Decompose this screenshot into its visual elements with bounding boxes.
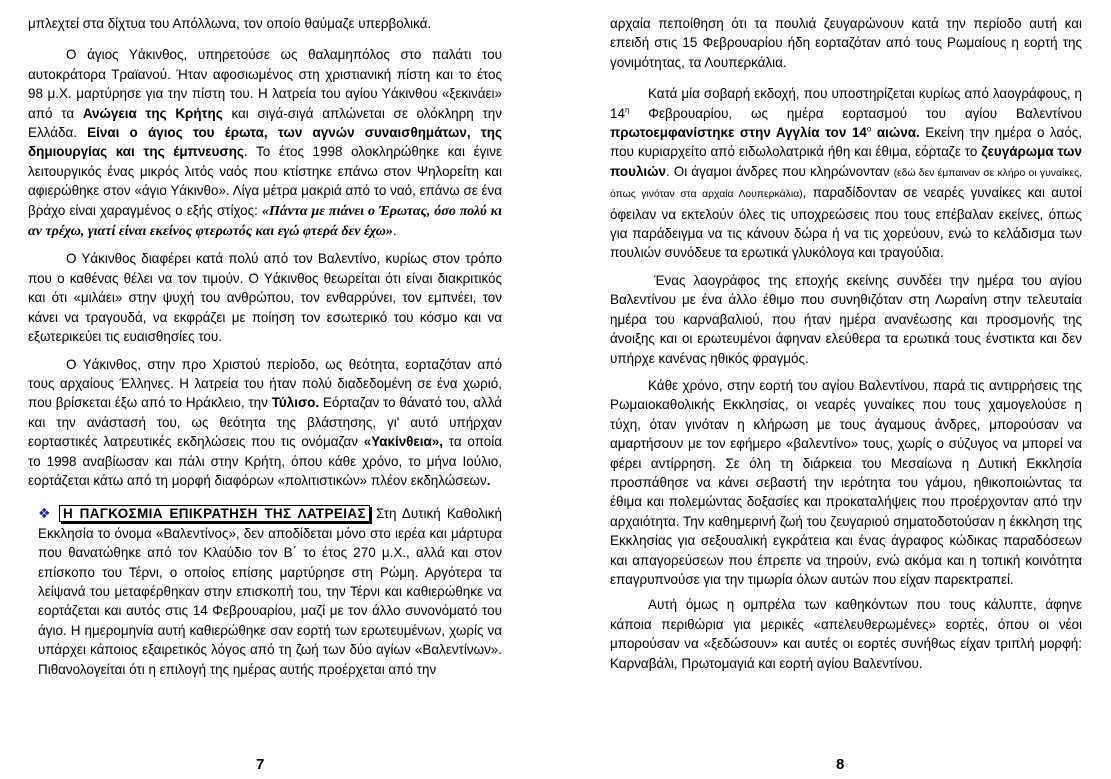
section-heading: Η ΠΑΓΚΟΣΜΙΑ ΕΠΙΚΡΑΤΗΣΗ ΤΗΣ ΛΑΤΡΕΙΑΣ	[59, 505, 370, 522]
page-number: 7	[256, 756, 265, 773]
paragraph: Αυτή όμως η ομπρέλα των καθηκόντων που τους κάλυπτε, άφηνε κάποια περιθώρια για μερικές «απελευθερωμένες» εορτές, όπου οι νέοι μπορούσαν να «ξεδώσουν» και αυτές οι εορτές συνήθως είχαν τριπλή μορφή: Καρναβάλι, Πρωτομαγιά και εορτή αγίου Βαλεντίνου.	[610, 597, 1082, 671]
paragraph: Ένας λαογράφος της εποχής εκείνης συνδέει την ημέρα του αγίου Βαλεντίνου με ένα άλλο έθιμο που συνηθιζόταν στη Λωραίνη στην τελευταία ημέρα του καρναβαλιού, που ήταν ημέρα ανανέωσης και προσμονής της άνοιξης και οι ερωτευμένοι άφηναν ελεύθερα τα ερωτικά τους ένστικτα και δεν υπήρχε κανένας ηθικός φραγμός.	[610, 272, 1082, 366]
inscription-quote: «Πάντα με πιάνει ο Έρωτας, όσο πολύ κι αν τρέχω, γιατί είναι εκείνος φτερωτός και εγώ φτερά δεν έχω»	[28, 203, 502, 240]
paragraph: Ο Υάκινθος διαφέρει κατά πολύ από τον Βαλεντίνο, κυρίως στον τρόπο που ο καθένας θέλει να τον τιμούν. Ο Υάκινθος θεωρείται ότι είναι διακριτικός και ότι «μιλάει» στην ψυχή του ανθρώπου, τον ενθαρρύνει, τον εμπνέει, τον κάνει να τραγουδά, να εκφράζει με ποίηση τον εσωτερικό του κόσμο και να εξωτερικεύει τις ευαισθησίες του.	[28, 251, 502, 345]
section-paragraph: ❖ Η ΠΑΓΚΟΣΜΙΑ ΕΠΙΚΡΑΤΗΣΗ ΤΗΣ ΛΑΤΡΕΙΑΣ Στη Δυτική Καθολική Εκκλησία το όνομα «Βαλεντίνος», δεν αποδίδεται μόνο στο ιερέα και μάρτυρα που θανατώθηκε από τον Κλαύδιο τον Β΄ το έτος 270 μ.Χ., αλλά και στον επίσκοπο του Τέρνι, ο οποίος επίσης μαρτύρησε στη Ρώμη. Αργότερα τα λείψανά του μεταφέρθηκαν στην επισκοπή του, την Τέρνι και καθιερώθηκε να εορτάζεται και αυτός στις 14 Φεβρουαρίου, μαζί με τον άλλο συνονόματό του άγιο. Η ημερομηνία αυτή καθιερώθηκε σαν εορτή των ερωτευμένων, χωρίς να υπάρχει κάποιος εξαιρετικός λόγος από τη ζωή των δύο αγίων «Βαλεντίνων». Πιθανολογείται ότι η επιλογή της ημέρας αυτής προέρχεται από την	[38, 505, 502, 677]
paragraph: Ο άγιος Υάκινθος, υπηρετούσε ως θαλαμηπόλος στο παλάτι του αυτοκράτορα Τραϊανού. Ήταν αφοσιωμένος στη χριστιανική πίστη και το έτος 98 μ.Χ. μαρτύρησε για την πίστη του. Η λατρεία του αγίου Υάκινθου «ξεκινάει» από τα Ανώγεια της Κρήτης και σιγά-σιγά απλώνεται σε ολόκληρη την Ελλάδα. Είναι ο άγιος του έρωτα, των αγνών συναισθημάτων, της δημιουργίας και της έμπνευσης. Το έτος 1998 ολοκληρώθηκε και έγινε λειτουργικός ένας μικρός λιτός ναός που κτίστηκε επάνω στον Ψηλορείτη και αφιερώθηκε στον «άγιο Υάκινθο». Λίγα μέτρα μακριά από το ναό, επάνω σε ένα βράχο είναι χαραγμένος ο εξής στίχος: «Πάντα με πιάνει ο Έρωτας, όσο πολύ κι αν τρέχω, γιατί είναι εκείνος φτερωτός και εγώ φτερά δεν έχω».	[28, 47, 502, 240]
page-number: 8	[836, 756, 845, 773]
right-page	[610, 14, 1082, 679]
paragraph: Κατά μία σοβαρή εκδοχή, που υποστηρίζεται κυρίως από λαογράφους, η $14^\eta$ Φεβρουαρίου, ως ημέρα εορτασμού του αγίου Βαλεντίνου πρωτοεμφανίστηκε στην Αγγλία τον $14^o$ αιώνα. Εκείνη την ημέρα ο λαός, που κυριαρχείτο από ειδωλολατρικά ήθη και έθιμα, εόρταζε το ζευγάρωμα των πουλιών. Οι άγαμοι άνδρες που κληρώνονταν (εδώ δεν έμπαιναν σε κλήρο οι γυναίκες, όπως γινόταν στα αρχαία Λουπερκάλια), παραδίδονταν σε νεαρές γυναίκες και αυτοί όφειλαν να εκτελούν όλες τις υποχρεώσεις που τους επέβαλαν εκείνες, όπως για παράδειγμα να τις κάνουν δώρα ή να τις χορεύουν, ενώ το κελάδισμα των πουλιών συνόδευε τα ερωτικά γλυκόλογα και τραγούδια.	[610, 86, 1083, 261]
paragraph: μπλεχτεί στα δίχτυα του Απόλλωνα, τον οποίο θαύμαζε υπερβολικά.	[28, 16, 432, 31]
paragraph: Κάθε χρόνο, στην εορτή του αγίου Βαλεντίνου, παρά τις αντιρρήσεις της Ρωμαιοκαθολικής Εκκλησίας, οι νεαρές γυναίκες που τους χαμογελούσε η τύχη, όταν γινόταν η κλήρωση με τους άγαμους άνδρες, μπορούσαν να αμαρτήσουν με τον εφήμερο «βαλεντίνο» τους, χωρίς ο σύζυγος να μπορεί να φέρει αντίρρηση. Σε όλη τη διάρκεια του Μεσαίωνα η Δυτική Εκκλησία προσπάθησε να κάνει σεβαστή την ιερότητα του γάμου, ηθικοποιώντας τα έθιμα και πολεμώντας δοξασίες και προκαταλήψεις που προέρχονταν από την αρχαιότητα. Την καθημερινή ζωή του ζευγαριού σηματοδοτούσαν η έκκληση της Εκκλησίας για σεξουαλική εγκράτεια και ένας άγραφος κώδικας παραδόσεων και απαγορεύσεων που έπρεπε να τηρούν, ενώ ακόμα και η τοπική κοινότητα επαγρυπνούσε για την τιμωρία όλων αυτών που είχαν παρεκτραπεί.	[610, 377, 1082, 587]
left-page	[28, 14, 502, 685]
diamond-bullet-icon: ❖	[38, 505, 53, 522]
paragraph: Ο Υάκινθος, στην προ Χριστού περίοδο, ως θεότητα, εορταζόταν από τους αρχαίους Έλληνες. Η λατρεία του ήταν πολύ διαδεδομένη σε ένα χωριό, που βρίσκεται έξω από το Ηράκλειο, την Τύλισο. Εόρταζαν το θάνατό του, αλλά και την ανάστασή του, ως θεότητα της βλάστησης, γι' αυτό υπήρχαν εορταστικές λατρευτικές εκδηλώσεις που τις ονόμαζαν «Υακίνθεια», τα οποία το 1998 αναβίωσαν και πάλι στην Κρήτη, όπου κάθε χρόνο, το μήνα Ιούλιο, εορτάζεται κάτω από τη μορφή διαφόρων «πολιτιστικών» πλέον εκδηλώσεων.	[28, 356, 502, 488]
paragraph: αρχαία πεποίθηση ότι τα πουλιά ζευγαρώνουν κατά την περίοδο αυτή και επειδή στις 15 Φεβρουαρίου ήδη εορταζόταν από τους Ρωμαίους η εορτή της γονιμότητας, τα Λουπερκάλια.	[610, 16, 1082, 70]
